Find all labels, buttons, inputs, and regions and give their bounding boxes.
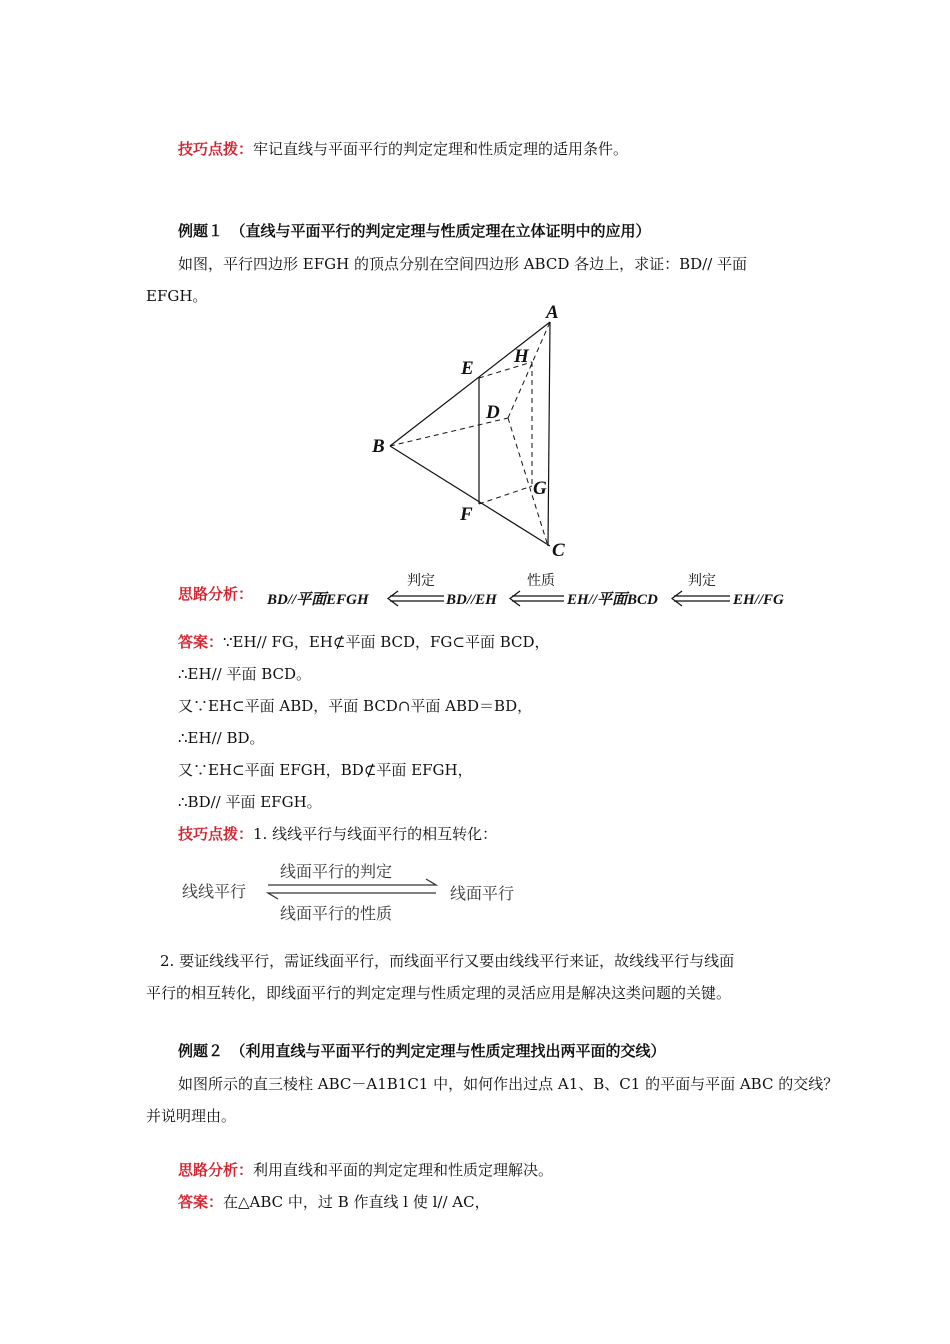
- analysis-text-2: 利用直线和平面的判定定理和性质定理解决。: [253, 1161, 554, 1179]
- answer-line-1: [178, 631, 550, 653]
- answer-line-6: ∴BD// 平面 EFGH。: [178, 793, 322, 811]
- analysis-label: 思路分析：: [178, 585, 254, 603]
- label-E: E: [461, 358, 474, 379]
- example-2-answer: [178, 1191, 490, 1213]
- tip-paragraph-2: [178, 823, 497, 845]
- label-G: G: [533, 478, 547, 499]
- double-arrow-1: [388, 591, 444, 606]
- double-arrow-3: [672, 591, 730, 606]
- example-1-problem-line-1: 如图，平行四边形 EFGH 的顶点分别在空间四边形 ABCD 各边上，求证：BD// 平面: [178, 255, 748, 273]
- analysis-chain: [262, 570, 822, 612]
- conv-left: 线线平行: [182, 884, 247, 901]
- label-D: D: [486, 402, 500, 423]
- example-2-title: 例题２ （利用直线与平面平行的判定定理与性质定理找出两平面的交线）: [178, 1042, 666, 1060]
- answer-text-1: ∵EH// FG，EH⊄平面 BCD，FG⊂平面 BCD，: [223, 633, 550, 651]
- edge-AC: [548, 322, 550, 546]
- tip-2-line-1: 2. 要证线线平行，需证线面平行，而线面平行又要由线线平行来证，故线线平行与线面: [160, 952, 735, 970]
- tip-paragraph-1: [178, 138, 628, 160]
- backward-harpoon: [268, 893, 436, 899]
- conversion-diagram: [178, 855, 538, 927]
- example-1-title: 例题１ （直线与平面平行的判定定理与性质定理在立体证明中的应用）: [178, 222, 651, 240]
- conv-right: 线面平行: [450, 886, 515, 903]
- answer-line-4: ∴EH// BD。: [178, 729, 265, 747]
- example-1-problem-line-2: EFGH。: [146, 287, 208, 305]
- chain-arrow-label-2: 性质: [527, 574, 555, 589]
- chain-arrow-label-1: 判定: [407, 574, 435, 589]
- label-H: H: [514, 346, 529, 367]
- analysis-label-2: 思路分析：: [178, 1161, 254, 1179]
- label-C: C: [552, 540, 565, 561]
- tip-text: 牢记直线与平面平行的判定定理和性质定理的适用条件。: [253, 140, 629, 158]
- answer-line-5: 又∵EH⊂平面 EFGH，BD⊄平面 EFGH，: [178, 761, 473, 779]
- answer-line-2: ∴EH// 平面 BCD。: [178, 665, 312, 683]
- chain-arrow-label-3: 判定: [688, 574, 716, 589]
- label-B: B: [372, 436, 385, 457]
- tip-label: 技巧点拨：: [178, 140, 254, 158]
- conv-top: 线面平行的判定: [280, 864, 393, 881]
- edge-FG: [479, 486, 532, 504]
- edge-DA: [508, 322, 550, 418]
- chain-term-1: BD//平面EFGH: [267, 592, 369, 608]
- edge-BC: [390, 446, 550, 546]
- example-2-analysis: [178, 1159, 553, 1181]
- spatial-quadrilateral-figure: [360, 300, 600, 570]
- chain-term-2: BD//EH: [446, 592, 497, 608]
- chain-term-4: EH//FG: [733, 592, 784, 608]
- answer-line-3: 又∵EH⊂平面 ABD，平面 BCD∩平面 ABD＝BD，: [178, 697, 533, 715]
- double-arrow-2: [510, 591, 564, 606]
- tip-text-2: 1. 线线平行与线面平行的相互转化：: [253, 825, 498, 843]
- example-2-problem-line-2: 并说明理由。: [146, 1107, 237, 1125]
- conv-bottom: 线面平行的性质: [280, 906, 393, 923]
- tip-label-2: 技巧点拨：: [178, 825, 254, 843]
- answer-label: 答案：: [178, 633, 224, 651]
- label-F: F: [460, 504, 473, 525]
- tip-2-line-2: 平行的相互转化，即线面平行的判定定理与性质定理的灵活应用是解决这类问题的关键。: [146, 984, 732, 1002]
- label-A: A: [546, 302, 559, 323]
- answer-label-2: 答案：: [178, 1193, 224, 1211]
- example-2-problem-line-1: 如图所示的直三棱柱 ABC－A1B1C1 中，如何作出过点 A1、B、C1 的平面与平面 ABC 的交线？: [178, 1075, 839, 1093]
- answer-text-2: 在△ABC 中，过 B 作直线 l 使 l// AC，: [223, 1193, 490, 1211]
- chain-term-3: EH//平面BCD: [567, 592, 658, 608]
